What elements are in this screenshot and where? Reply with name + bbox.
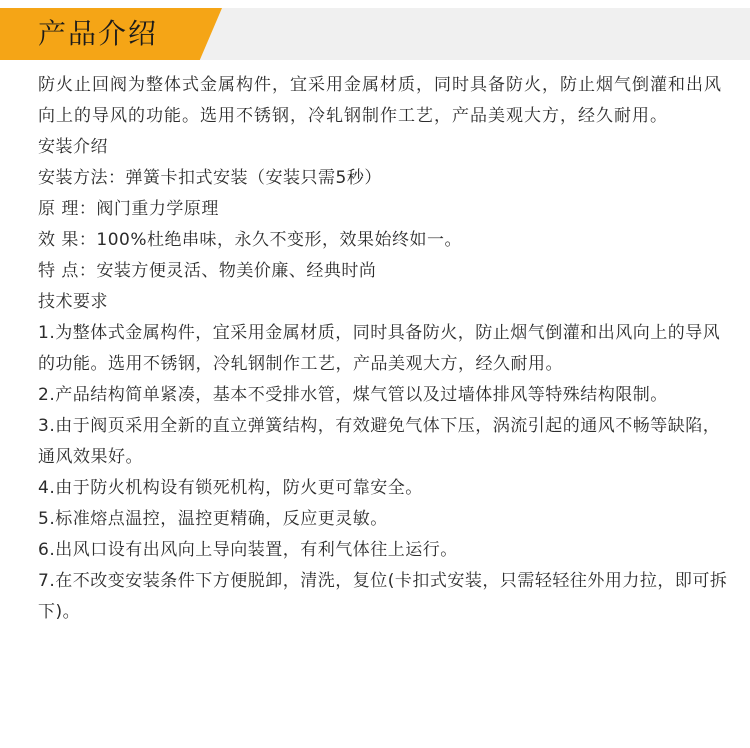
install-method: 安装方法：弹簧卡扣式安装（安装只需5秒） (38, 168, 382, 188)
product-description (38, 70, 728, 628)
install-effect: 效 果：100%杜绝串味，永久不变形，效果始终如一。 (38, 230, 463, 250)
section-title: 产品介绍 (38, 17, 159, 50)
tech-item-1: 1.为整体式金属构件，宜采用金属材质，同时具备防火，防止烟气倒灌和出风向上的导风的功能。选用不锈钢，冷轧钢制作工艺，产品美观大方，经久耐用。 (38, 323, 721, 374)
tech-item-2: 2.产品结构简单紧凑，基本不受排水管，煤气管以及过墙体排风等特殊结构限制。 (38, 385, 668, 405)
install-principle: 原 理：阀门重力学原理 (38, 199, 219, 219)
tech-item-7: 7.在不改变安装条件下方便脱卸，清洗，复位(卡扣式安装，只需轻轻往外用力拉，即可拆下)。 (38, 571, 728, 622)
tech-item-3: 3.由于阀页采用全新的直立弹簧结构，有效避免气体下压，涡流引起的通风不畅等缺陷，通风效果好。 (38, 416, 721, 467)
install-features: 特 点：安装方便灵活、物美价廉、经典时尚 (38, 261, 377, 281)
intro-paragraph: 防火止回阀为整体式金属构件，宜采用金属材质，同时具备防火，防止烟气倒灌和出风向上的导风的功能。选用不锈钢，冷轧钢制作工艺，产品美观大方，经久耐用。 (38, 75, 722, 126)
tech-item-5: 5.标准熔点温控，温控更精确，反应更灵敏。 (38, 509, 388, 529)
tech-item-4: 4.由于防火机构设有锁死机构，防火更可靠安全。 (38, 478, 423, 498)
tech-heading: 技术要求 (38, 292, 108, 312)
install-heading: 安装介绍 (38, 137, 108, 157)
tech-item-6: 6.出风口设有出风向上导向装置，有利气体往上运行。 (38, 540, 458, 560)
